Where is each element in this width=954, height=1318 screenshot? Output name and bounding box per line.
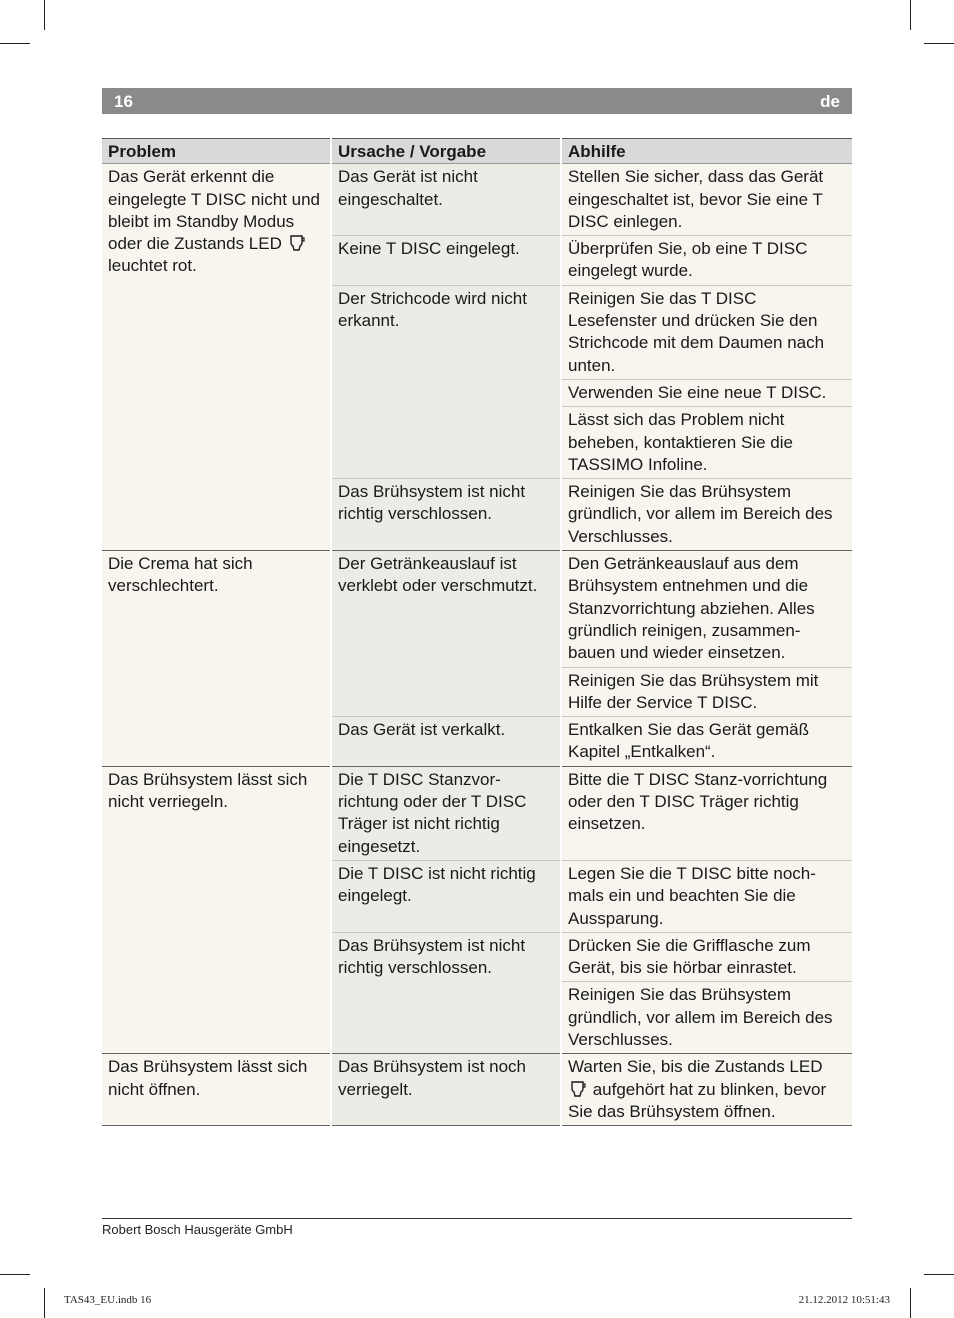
cause-cell: Der Strichcode wird nicht erkannt. xyxy=(331,285,561,478)
remedy-cell: Reinigen Sie das T DISC Lesefenster und drücken Sie den Strichcode mit dem Daumen nach unten. xyxy=(561,285,852,379)
problem-cell: Die Crema hat sich verschlechtert. xyxy=(102,551,331,767)
remedy-cell: Entkalken Sie das Gerät gemäß Kapitel „Entkalken“. xyxy=(561,717,852,767)
slug-file: TAS43_EU.indb 16 xyxy=(64,1294,152,1306)
footer-divider xyxy=(102,1218,852,1219)
cause-cell: Der Getränkeauslauf ist verklebt oder verschmutzt. xyxy=(331,551,561,717)
remedy-text: Warten Sie, bis die Zustands LED xyxy=(568,1057,823,1077)
remedy-text-tail: aufgehört hat zu blinken, bevor Sie das Brühsystem öffnen. xyxy=(568,1079,827,1121)
cause-cell: Das Gerät ist nicht eingeschaltet. xyxy=(331,164,561,236)
crop-mark xyxy=(910,1288,911,1318)
language-code: de xyxy=(820,92,840,111)
problem-cell xyxy=(102,164,331,551)
cause-cell: Das Brühsystem ist nicht richtig verschlossen. xyxy=(331,932,561,1053)
cup-led-icon xyxy=(289,234,305,252)
crop-mark xyxy=(44,1288,45,1318)
column-header-remedy: Abhilfe xyxy=(561,139,852,164)
crop-mark xyxy=(924,1274,954,1275)
column-header-cause: Ursache / Vorgabe xyxy=(331,139,561,164)
problem-cell: Das Brühsystem lässt sich nicht verriegeln. xyxy=(102,766,331,1054)
remedy-cell: Überprüfen Sie, ob eine T DISC eingelegt wurde. xyxy=(561,236,852,286)
table-row xyxy=(102,164,852,236)
remedy-cell: Bitte die T DISC Stanz-vorrichtung oder den T DISC Träger richtig einsetzen. xyxy=(561,766,852,860)
table-row xyxy=(102,551,852,667)
page-number: 16 xyxy=(114,92,133,111)
cause-cell: Die T DISC Stanzvor-richtung oder der T DISC Träger ist nicht richtig eingesetzt. xyxy=(331,766,561,860)
page-header-bar xyxy=(102,88,852,114)
cause-cell: Das Brühsystem ist noch verriegelt. xyxy=(331,1054,561,1126)
remedy-cell: Reinigen Sie das Brühsystem gründlich, vor allem im Bereich des Verschlusses. xyxy=(561,982,852,1054)
cause-cell: Das Brühsystem ist nicht richtig verschlossen. xyxy=(331,479,561,551)
crop-mark xyxy=(0,43,30,44)
remedy-cell: Verwenden Sie eine neue T DISC. xyxy=(561,379,852,406)
problem-cell: Das Brühsystem lässt sich nicht öffnen. xyxy=(102,1054,331,1126)
troubleshooting-table xyxy=(102,138,852,1126)
problem-text-tail: leuchtet rot. xyxy=(108,256,197,276)
cup-led-icon xyxy=(570,1080,586,1098)
remedy-cell: Reinigen Sie das Brühsystem mit Hilfe der Service T DISC. xyxy=(561,667,852,717)
footer-company: Robert Bosch Hausgeräte GmbH xyxy=(102,1222,293,1237)
cause-cell: Keine T DISC eingelegt. xyxy=(331,236,561,286)
crop-mark xyxy=(44,0,45,30)
remedy-cell: Den Getränkeauslauf aus dem Brühsystem entnehmen und die Stanzvorrichtung abziehen. Alles gründlich reinigen, zusammen-bauen und wieder einsetzen. xyxy=(561,551,852,667)
table-row xyxy=(102,766,852,860)
table-row xyxy=(102,1054,852,1126)
remedy-cell: Drücken Sie die Grifflasche zum Gerät, bis sie hörbar einrastet. xyxy=(561,932,852,982)
crop-mark xyxy=(910,0,911,30)
crop-mark xyxy=(0,1274,30,1275)
cause-cell: Die T DISC ist nicht richtig eingelegt. xyxy=(331,860,561,932)
remedy-cell: Lässt sich das Problem nicht beheben, kontaktieren Sie die TASSIMO Infoline. xyxy=(561,407,852,479)
remedy-cell: Stellen Sie sicher, dass das Gerät eingeschaltet ist, bevor Sie eine T DISC einlegen. xyxy=(561,164,852,236)
remedy-cell xyxy=(561,1054,852,1126)
problem-text: Das Gerät erkennt die eingelegte T DISC nicht und bleibt im Standby Modus oder die Zustands LED xyxy=(108,167,321,254)
cause-cell: Das Gerät ist verkalkt. xyxy=(331,717,561,767)
crop-mark xyxy=(924,43,954,44)
slug-datetime: 21.12.2012 10:51:43 xyxy=(798,1294,890,1306)
remedy-cell: Legen Sie die T DISC bitte noch-mals ein und beachten Sie die Aussparung. xyxy=(561,860,852,932)
table-header-row xyxy=(102,139,852,164)
column-header-problem: Problem xyxy=(102,139,331,164)
remedy-cell: Reinigen Sie das Brühsystem gründlich, vor allem im Bereich des Verschlusses. xyxy=(561,479,852,551)
